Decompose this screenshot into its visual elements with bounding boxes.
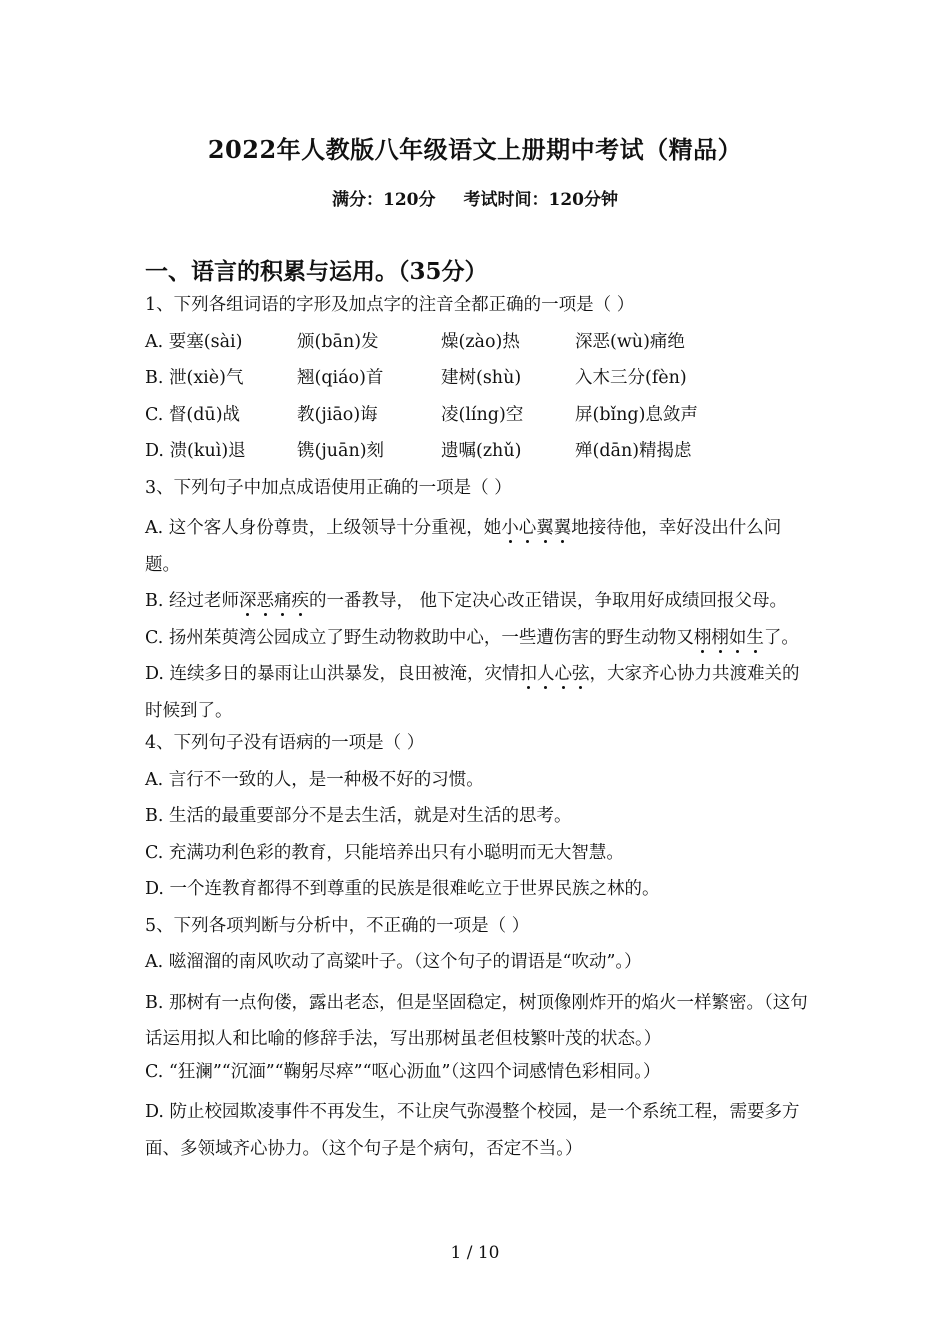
exam-title: 2022年人教版八年级语文上册期中考试（精品） [207, 135, 743, 164]
q1-option-cell: C. 督(dū)战 [145, 404, 241, 425]
q1-option-row [145, 364, 810, 401]
q5-option-b: B. 那树有一点佝偻，露出老态，但是坚固稳定，树顶像刚炸开的焰火一样繁密。（这句话运用拟人和比喻的修辞手法，写出那树虽老但枝繁叶茂的状态。） [145, 992, 808, 1049]
q5-stem: 5、下列各项判断与分析中，不正确的一项是（ ） [145, 915, 530, 936]
q4-option-d: D. 一个连教育都得不到尊重的民族是很难屹立于世界民族之林的。 [145, 879, 660, 899]
page-number: 1 / 10 [450, 1243, 500, 1263]
q3-stem: 3、下列句子中加点成语使用正确的一项是（ ） [145, 477, 512, 498]
q1-stem: 1、下列各组词语的字形及加点字的注音全都正确的一项是（ ） [145, 295, 635, 315]
q1-option-cell: 深恶(wù)痛绝 [575, 331, 685, 352]
q5-option-d: D. 防止校园欺凌事件不再发生，不让戾气弥漫整个校园，是一个系统工程，需要多方面、多领域齐心协力。（这个句子是个病句，否定不当。） [145, 1102, 800, 1159]
q1-option-cell: 教(jiāo)诲 [297, 404, 378, 425]
q1-option-cell: 建树(shù) [441, 368, 522, 388]
dotted-char: 弦 [572, 664, 590, 684]
q1-option-cell: 屏(bǐng)息敛声 [575, 404, 698, 425]
q3-option-a: A. 这个客人身份尊贵，上级领导十分重视，她小心翼翼地接待他，幸好没出什么问题。 [145, 518, 782, 575]
q1-option-cell: 燥(zào)热 [441, 331, 520, 352]
full-score: 满分：120分 [332, 190, 436, 210]
q3-option-b: B. 经过老师深恶痛疾的一番教导， 他下定决心改正错误，争取用好成绩回报父母。 [145, 591, 788, 611]
q3-option-d: D. 连续多日的暴雨让山洪暴发，良田被淹，灾情扣人心弦，大家齐心协力共渡难关的时候到了。 [145, 664, 800, 721]
q1-options [145, 328, 810, 474]
exam-time: 考试时间：120分钟 [463, 190, 618, 210]
dotted-char: 痛 [274, 591, 292, 611]
dotted-char: 心 [554, 664, 573, 684]
dotted-char: 翼 [536, 518, 554, 538]
q1-option-cell: 颁(bān)发 [297, 331, 379, 352]
dotted-idiom [501, 518, 571, 538]
dotted-char: 心 [518, 518, 537, 538]
dotted-char: 栩 [711, 627, 729, 648]
dotted-char: 小 [501, 518, 519, 538]
q1-option-cell: D. 溃(kuì)退 [145, 441, 246, 461]
q4-stem: 4、下列句子没有语病的一项是（ ） [145, 733, 425, 753]
dotted-char: 恶 [256, 591, 274, 611]
q5-option-a: A. 嗞溜溜的南风吹动了高粱叶子。（这个句子的谓语是“吹动”。） [145, 952, 642, 972]
q1-option-cell: 遗嘱(zhǔ) [441, 441, 522, 461]
exam-subtitle [0, 185, 950, 210]
dotted-char: 如 [728, 627, 747, 648]
q1-option-cell: 入木三分(fèn) [575, 368, 687, 388]
q5-option-c: C. “狂澜”“沉湎”“鞠躬尽瘁”“呕心沥血”（这四个词感情色彩相同。） [145, 1061, 661, 1082]
dotted-char: 生 [746, 627, 764, 648]
q1-option-cell: B. 泄(xiè)气 [145, 368, 244, 388]
q1-option-row [145, 328, 810, 365]
q4-option-b: B. 生活的最重要部分不是去生活，就是对生活的思考。 [145, 806, 572, 826]
q1-option-row [145, 401, 810, 438]
q4-option-c: C. 充满功利色彩的教育，只能培养出只有小聪明而无大智慧。 [145, 842, 624, 863]
q1-option-cell: 翘(qiáo)首 [297, 368, 384, 388]
dotted-idiom [694, 628, 764, 648]
questions [145, 291, 810, 1167]
dotted-char: 扣 [519, 664, 538, 684]
q1-option-cell: 殚(dān)精揭虑 [575, 441, 692, 461]
q4-option-a: A. 言行不一致的人，是一种极不好的习惯。 [145, 769, 484, 790]
q1-option-cell: A. 要塞(sài) [145, 331, 243, 352]
dotted-char: 翼 [553, 518, 572, 538]
dotted-char: 栩 [693, 627, 712, 648]
dotted-char: 疾 [291, 591, 309, 611]
section-heading: 一、语言的积累与运用。（35分） [145, 258, 488, 285]
q1-option-cell: 凌(líng)空 [441, 404, 524, 425]
q1-option-row [145, 437, 810, 474]
dotted-idiom [239, 591, 309, 611]
q3-option-c: C. 扬州茱萸湾公园成立了野生动物救助中心，一些遭伤害的野生动物又栩栩如生了。 [145, 627, 799, 648]
q1-option-cell: 镌(juān)刻 [297, 441, 385, 461]
dotted-char: 人 [537, 664, 555, 684]
dotted-idiom [520, 664, 590, 684]
dotted-char: 深 [239, 591, 257, 611]
